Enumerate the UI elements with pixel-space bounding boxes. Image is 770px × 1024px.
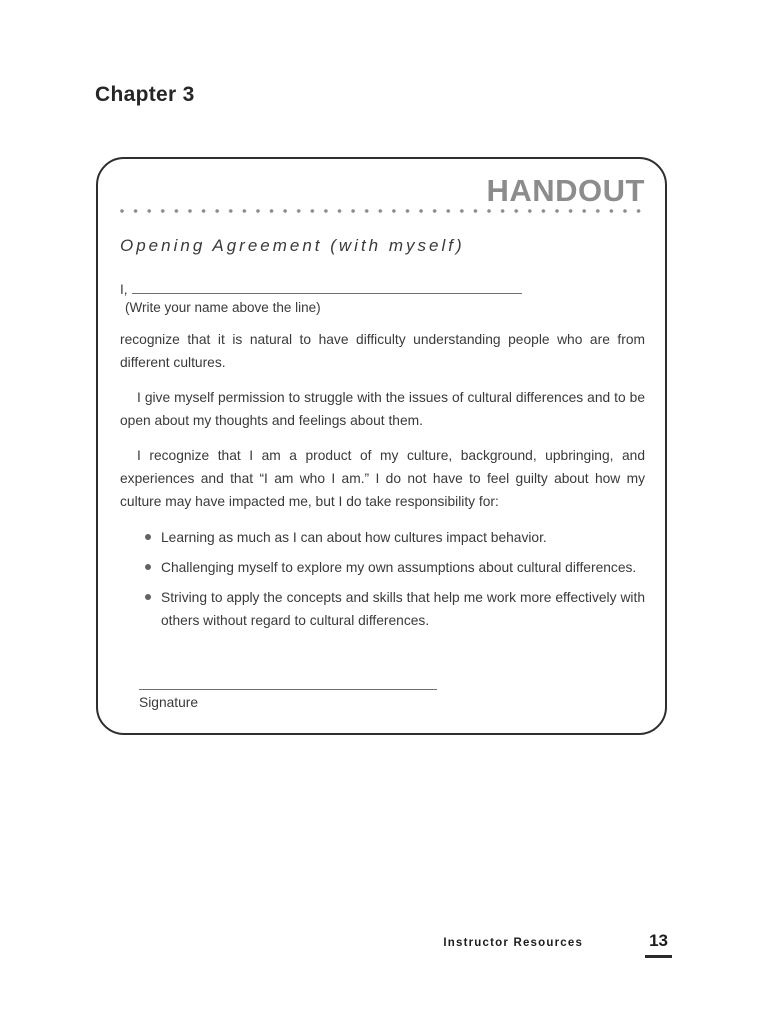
chapter-title: Chapter 3	[95, 83, 195, 106]
dotted-divider	[120, 209, 645, 213]
section-title: Opening Agreement (with myself)	[120, 236, 465, 255]
list-item-text: Challenging myself to explore my own assumptions about cultural differences.	[161, 560, 637, 575]
page-footer	[443, 931, 672, 958]
list-item-text: Striving to apply the concepts and skills that help me work more effectively with others without regard to cultural differences.	[161, 590, 645, 628]
paragraph-recognize: recognize that it is natural to have difficulty understanding people who are from different cultures.	[120, 332, 645, 370]
signature-label: Signature	[139, 695, 199, 710]
handout-header: HANDOUT	[486, 173, 645, 208]
paragraph-product-of-culture: I recognize that I am a product of my culture, background, upbringing, and experiences and that “I am who I am.” I do not have to feel guilty about how my culture may have impacted me, but I do take responsibility for:	[120, 448, 645, 509]
signature-block	[139, 678, 645, 710]
bullet-icon	[145, 534, 151, 540]
list-item	[145, 526, 645, 549]
bullet-icon	[145, 564, 151, 570]
list-item	[145, 556, 645, 579]
name-line-prefix: I,	[120, 282, 128, 297]
responsibility-list	[120, 526, 645, 632]
footer-label: Instructor Resources	[443, 937, 584, 949]
signature-fill-line	[139, 678, 437, 690]
list-item	[145, 586, 645, 632]
list-item-text: Learning as much as I can about how cultures impact behavior.	[161, 530, 547, 545]
name-fill-line	[132, 280, 522, 294]
name-hint: (Write your name above the line)	[125, 300, 321, 315]
bullet-icon	[145, 594, 151, 600]
name-fill-row	[120, 280, 645, 297]
handout-box	[96, 157, 667, 735]
paragraph-permission: I give myself permission to struggle with the issues of cultural differences and to be open about my thoughts and feelings about them.	[120, 390, 645, 428]
page-number: 13	[645, 931, 672, 958]
